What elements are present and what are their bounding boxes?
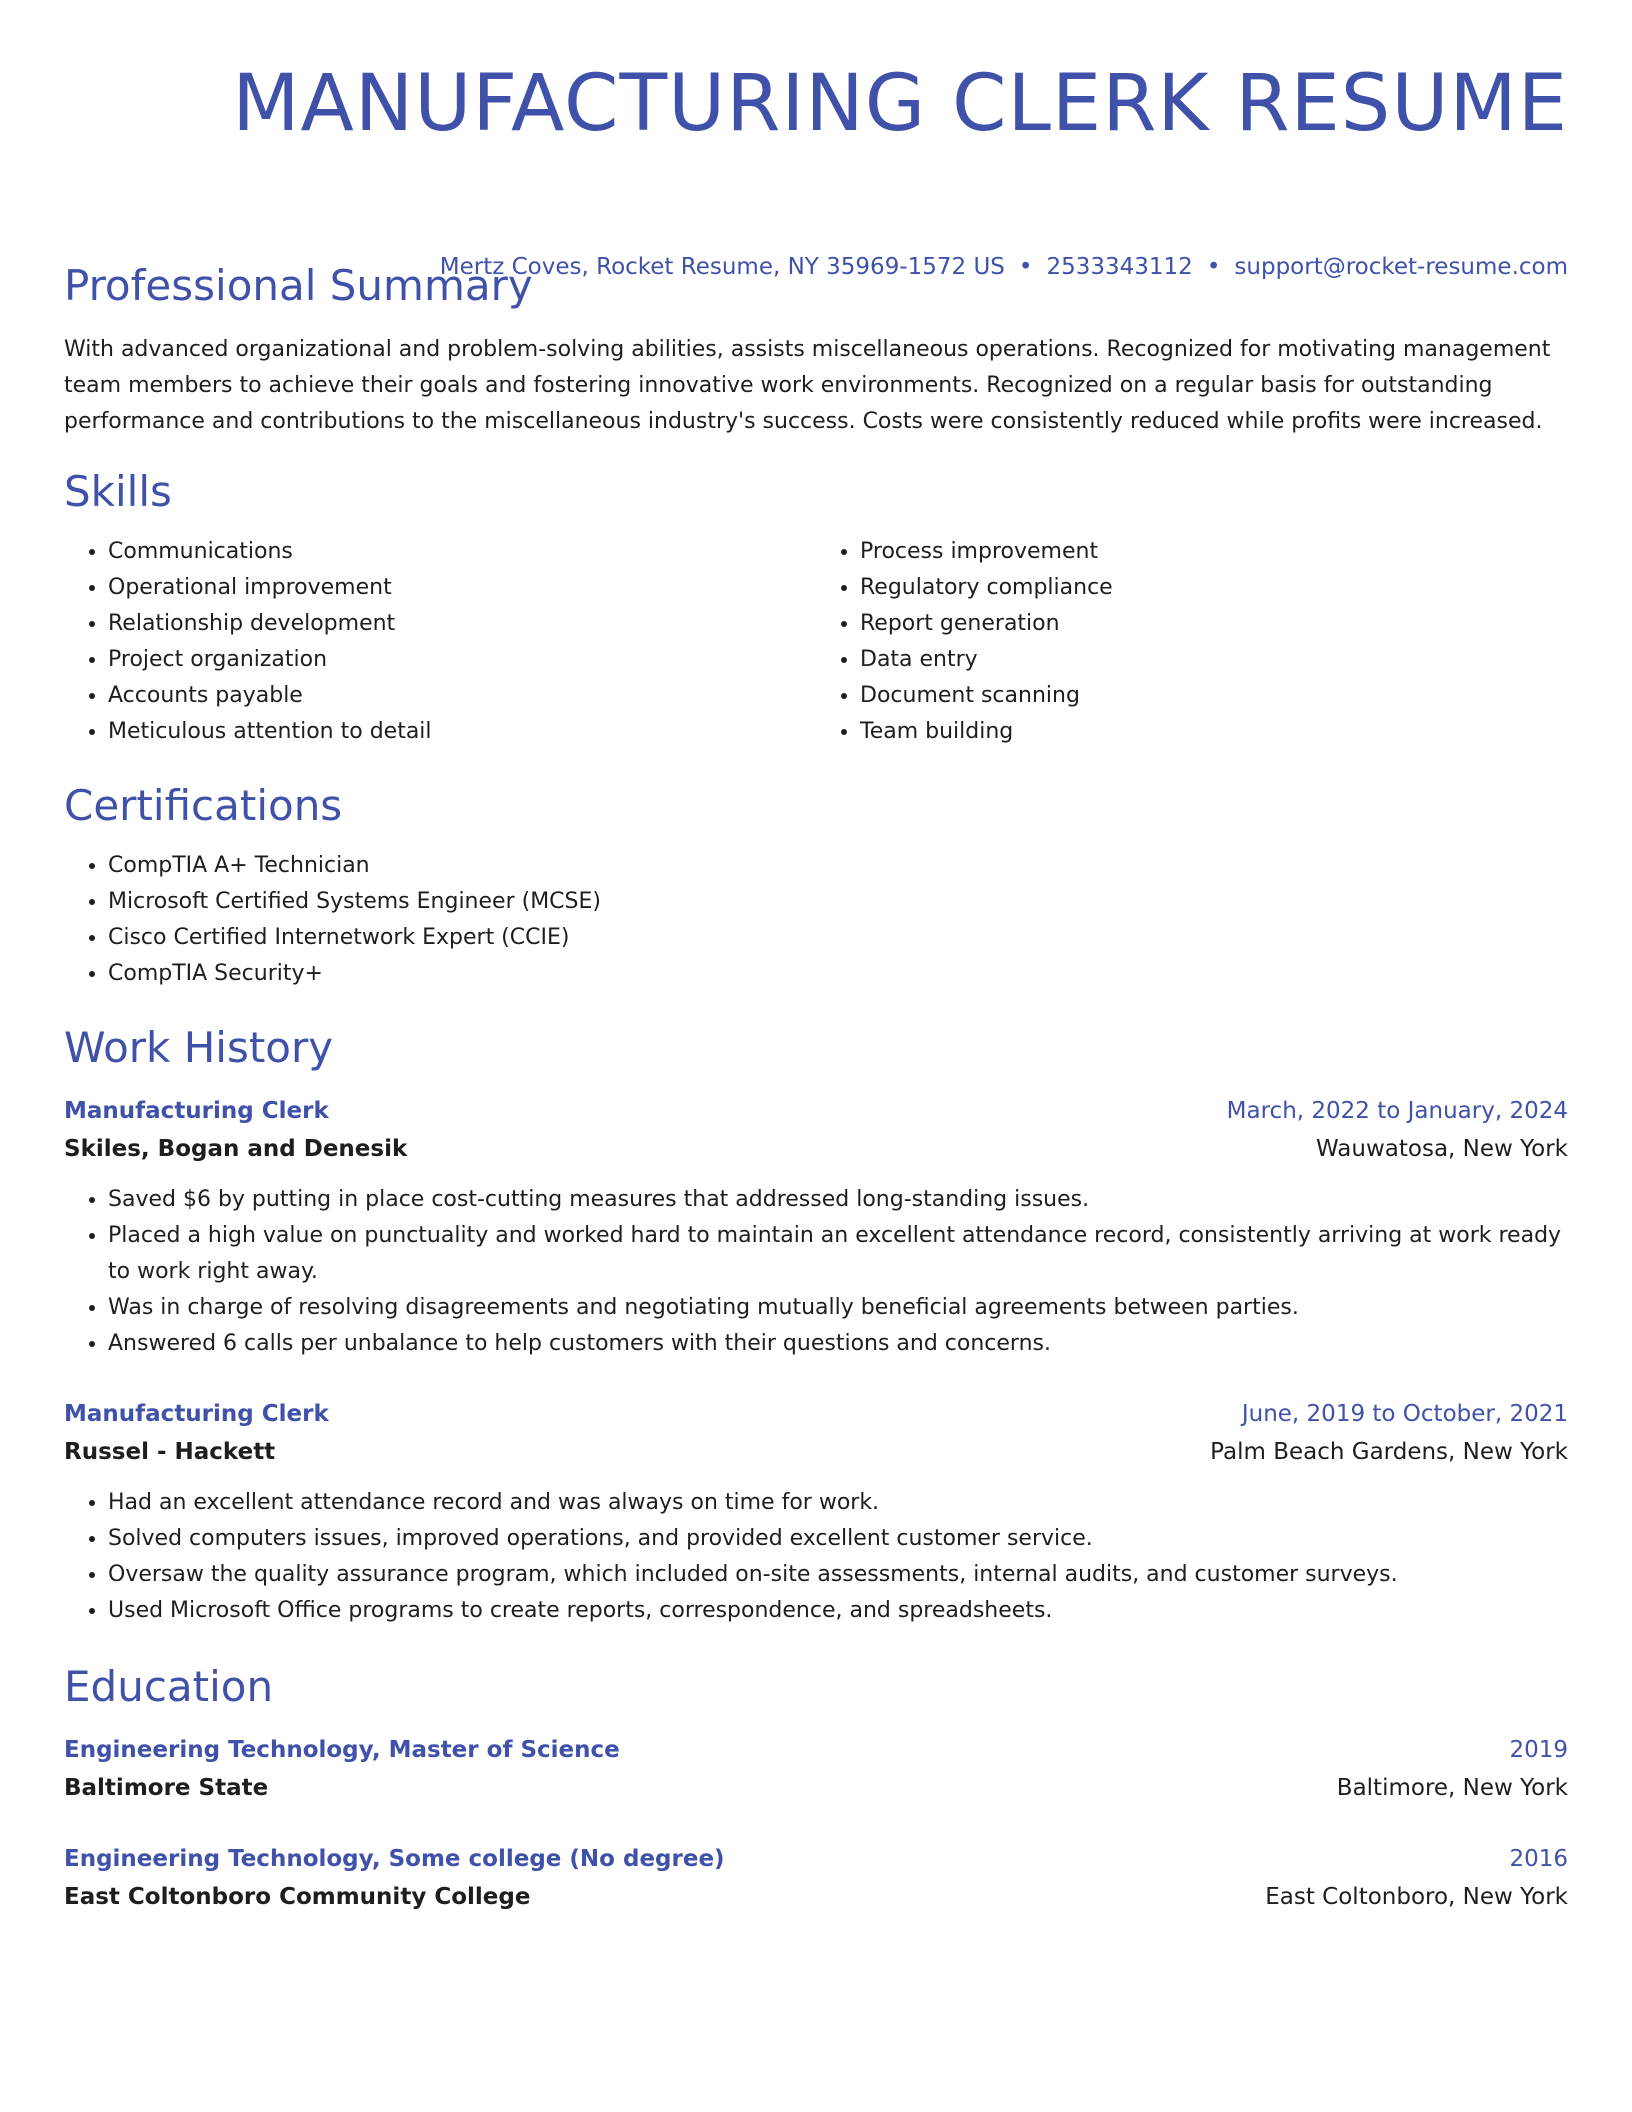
skills-heading: Skills [64,467,172,516]
education-location: East Coltonboro, New York [1265,1884,1568,1910]
skills-columns [64,534,1568,750]
skills-list-left [64,534,816,750]
job-bullet: • Answered 6 calls per unbalance to help customers with their questions and concerns. [108,1326,1568,1362]
contact-address: Mertz Coves, Rocket Resume, NY 35969-1572 US [439,254,1005,280]
skill-item: • Project organization [108,642,816,678]
job-bullet: • Used Microsoft Office programs to create reports, correspondence, and spreadsheets. [108,1593,1568,1629]
education-section [64,1659,1568,1715]
resume-title: MANUFACTURING CLERK RESUME [232,59,1568,149]
job-location: Palm Beach Gardens, New York [1210,1439,1568,1465]
certification-item: • Cisco Certified Internetwork Expert (CCIE) [108,920,1568,956]
job-bullet: • Saved $6 by putting in place cost-cutting measures that addressed long-standing issues. [108,1182,1568,1218]
contact-separator: • [1018,254,1033,280]
job-bullet: • Was in charge of resolving disagreements and negotiating mutually beneficial agreements between parties. [108,1290,1568,1326]
job-company-row [64,1130,1568,1168]
job-company-row [64,1433,1568,1471]
skill-item: • Relationship development [108,606,816,642]
skills-list-right [816,534,1568,750]
job-title: Manufacturing Clerk [64,1401,329,1427]
job-entry [64,1092,1568,1362]
summary-text: With advanced organizational and problem-solving abilities, assists miscellaneous operations. Recognized for motivating management team members to achieve their goals and fostering innovative work environments. Recognized on a regular basis for outstanding performance and contributions to the miscellaneous industry's success. Costs were consistently reduced while profits were increased. [64,337,1551,434]
education-degree: Engineering Technology, Master of Science [64,1737,620,1763]
education-heading: Education [64,1662,274,1711]
job-bullet: • Had an excellent attendance record and was always on time for work. [108,1485,1568,1521]
job-company: Russel - Hackett [64,1439,276,1465]
job-dates: June, 2019 to October, 2021 [1241,1401,1568,1427]
job-location: Wauwatosa, New York [1316,1136,1568,1162]
education-school: Baltimore State [64,1775,269,1801]
education-location: Baltimore, New York [1336,1775,1568,1801]
education-entry [64,1731,1568,1807]
summary-heading: Professional Summary [64,261,533,310]
job-title-row [64,1395,1568,1433]
work-history-section [64,1020,1568,1076]
contact-separator: • [1206,254,1221,280]
skill-item: • Process improvement [860,534,1568,570]
certifications-heading: Certifications [64,781,343,830]
skill-item: • Document scanning [860,678,1568,714]
education-school-row [64,1769,1568,1807]
skill-item: • Data entry [860,642,1568,678]
job-title: Manufacturing Clerk [64,1098,329,1124]
contact-phone[interactable]: 2533343112 [1046,254,1193,280]
job-bullet: • Placed a high value on punctuality and worked hard to maintain an excellent attendance record, consistently arriving at work ready to work right away. [108,1218,1568,1290]
skill-item: • Meticulous attention to detail [108,714,816,750]
skill-item: • Regulatory compliance [860,570,1568,606]
skill-item: • Accounts payable [108,678,816,714]
skill-item: • Report generation [860,606,1568,642]
certifications-section [64,778,1568,992]
job-bullet: • Solved computers issues, improved operations, and provided excellent customer service. [108,1521,1568,1557]
certification-item: • CompTIA Security+ [108,956,1568,992]
job-bullets [64,1485,1568,1629]
summary-section [64,258,1568,440]
skill-item: • Team building [860,714,1568,750]
education-school-row [64,1878,1568,1916]
job-entry [64,1395,1568,1629]
education-entry [64,1840,1568,1916]
job-title-row [64,1092,1568,1130]
job-dates: March, 2022 to January, 2024 [1226,1098,1568,1124]
certifications-list [64,848,1568,992]
job-bullet: • Oversaw the quality assurance program, which included on-site assessments, internal audits, and customer surveys. [108,1557,1568,1593]
work-history-heading: Work History [64,1023,334,1072]
education-degree-row [64,1731,1568,1769]
education-degree-row [64,1840,1568,1878]
certification-item: • CompTIA A+ Technician [108,848,1568,884]
education-school: East Coltonboro Community College [64,1884,531,1910]
education-degree: Engineering Technology, Some college (No degree) [64,1846,725,1872]
skills-section [64,464,1568,750]
education-year: 2019 [1509,1737,1568,1763]
contact-email[interactable]: support@rocket-resume.com [1234,254,1568,280]
skill-item: • Operational improvement [108,570,816,606]
job-bullets [64,1182,1568,1362]
certification-item: • Microsoft Certified Systems Engineer (MCSE) [108,884,1568,920]
job-company: Skiles, Bogan and Denesik [64,1136,408,1162]
education-year: 2016 [1509,1846,1568,1872]
skill-item: • Communications [108,534,816,570]
